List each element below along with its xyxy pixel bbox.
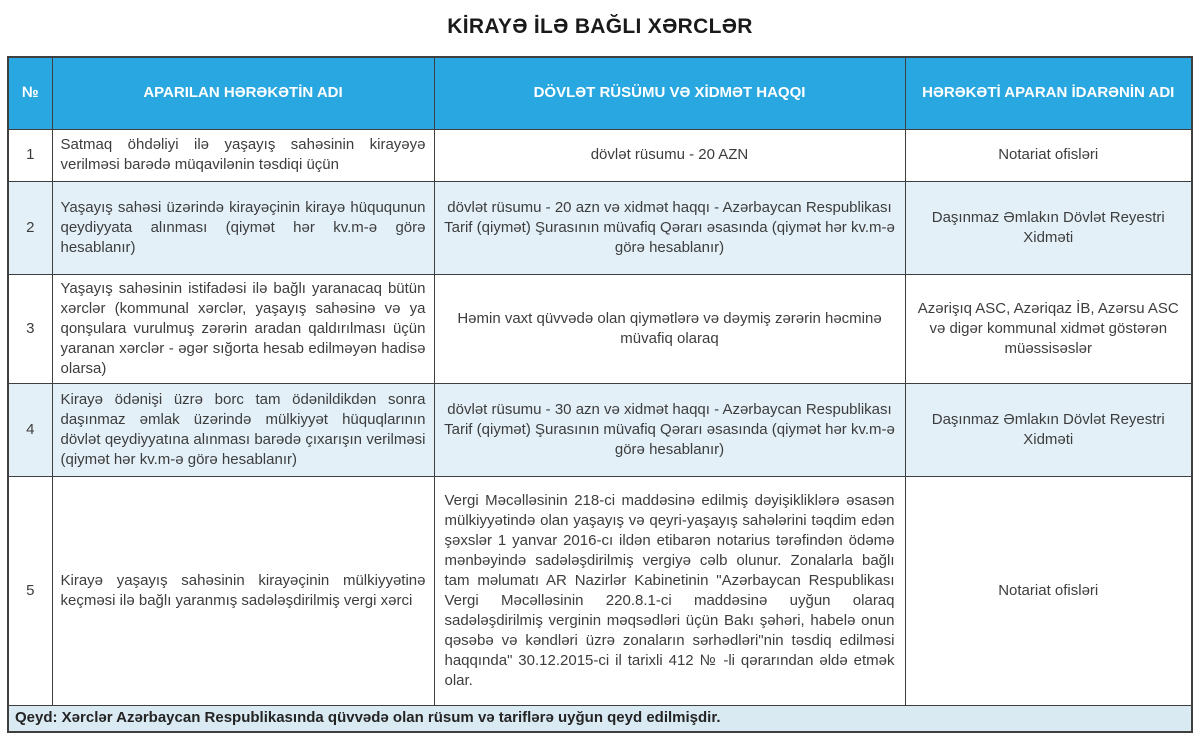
table-note: Qeyd: Xərclər Azərbaycan Respublikasında qüvvədə olan rüsum və tariflərə uyğun qeyd edilmişdir. — [8, 705, 1192, 732]
row-2-no: 2 — [8, 181, 52, 274]
col-header-no: № — [8, 57, 52, 129]
row-5-agency: Notariat ofisləri — [905, 476, 1192, 705]
row-1-agency: Notariat ofisləri — [905, 129, 1192, 181]
row-3-action: Yaşayış sahəsinin istifadəsi ilə bağlı yaranacaq bütün xərclər (kommunal xərclər, yaşayış sahəsinə və ya qonşulara vurulmuş zərərin aradan qaldırılması üçün yaranan xərclər - əgər sığorta hesab edilməyən hadisə olarsa) — [52, 274, 434, 383]
row-4-action: Kirayə ödənişi üzrə borc tam ödənildikdən sonra daşınmaz əmlak üzərində mülkiyyət hüquqlarının dövlət qeydiyyatına alınması barədə çıxarışın verilməsi (qiymət hər kv.m-ə görə hesablanır) — [52, 383, 434, 476]
note-row — [8, 705, 1192, 732]
row-4-fee: dövlət rüsumu - 30 azn və xidmət haqqı - Azərbaycan Respublikası Tarif (qiymət) Şurasının müvafiq Qərarı əsasında (qiymət hər kv.m-ə görə hesablanır) — [434, 383, 905, 476]
row-5-fee: Vergi Məcəlləsinin 218-ci maddəsinə edilmiş dəyişikliklərə əsasən mülkiyyətində olan yaşayış və qeyri-yaşayış sahələrini təqdim edən şəxslər 1 yanvar 2016-cı ildən etibarən notarius tərəfindən ödəmə mənbəyində sadələşdirilmiş vergiyə cəlb olunur. Zonalarla bağlı tam məlumatı AR Nazirlər Kabinetinin "Azərbaycan Respublikası Vergi Məcəlləsinin 220.8.1-ci maddəsinə uyğun olaraq sadələşdirilmiş verginin məqsədləri üçün Bakı şəhəri, habelə onun qəsəbə və kəndləri üzrə zonaların sərhədləri"nin təsdiq edilməsi haqqında" 30.12.2015-ci il tarixli 412 № -li qərarından əldə etmək olar. — [434, 476, 905, 705]
row-3-fee: Həmin vaxt qüvvədə olan qiymətlərə və dəymiş zərərin həcminə müvafiq olaraq — [434, 274, 905, 383]
row-1-no: 1 — [8, 129, 52, 181]
expenses-table — [7, 56, 1193, 733]
row-2-agency: Daşınmaz Əmlakın Dövlət Reyestri Xidməti — [905, 181, 1192, 274]
table-row-5 — [8, 476, 1192, 705]
table-row-1 — [8, 129, 1192, 181]
col-header-action: APARILAN HƏRƏKƏTİN ADI — [52, 57, 434, 129]
row-2-fee: dövlət rüsumu - 20 azn və xidmət haqqı - Azərbaycan Respublikası Tarif (qiymət) Şurasının müvafiq Qərarı əsasında (qiymət hər kv.m-ə görə hesablanır) — [434, 181, 905, 274]
row-1-fee: dövlət rüsumu - 20 AZN — [434, 129, 905, 181]
row-5-action: Kirayə yaşayış sahəsinin kirayəçinin mülkiyyətinə keçməsi ilə bağlı yaranmış sadələşdirilmiş vergi xərci — [52, 476, 434, 705]
header-row — [8, 57, 1192, 129]
table-row-2 — [8, 181, 1192, 274]
row-4-agency: Daşınmaz Əmlakın Dövlət Reyestri Xidməti — [905, 383, 1192, 476]
table-row-3 — [8, 274, 1192, 383]
col-header-fee: DÖVLƏT RÜSÜMU VƏ XİDMƏT HAQQI — [434, 57, 905, 129]
table-row-4 — [8, 383, 1192, 476]
page-title: KİRAYƏ İLƏ BAĞLI XƏRCLƏR — [447, 15, 753, 38]
row-3-no: 3 — [8, 274, 52, 383]
row-3-agency: Azərişıq ASC, Azəriqaz İB, Azərsu ASC və digər kommunal xidmət göstərən müəssisəslər — [905, 274, 1192, 383]
col-header-agency: HƏRƏKƏTİ APARAN İDARƏNİN ADI — [905, 57, 1192, 129]
row-5-no: 5 — [8, 476, 52, 705]
row-1-action: Satmaq öhdəliyi ilə yaşayış sahəsinin kirayəyə verilməsi barədə müqavilənin təsdiqi üçün — [52, 129, 434, 181]
row-2-action: Yaşayış sahəsi üzərində kirayəçinin kirayə hüququnun qeydiyyata alınması (qiymət hər kv.m-ə görə hesablanır) — [52, 181, 434, 274]
row-4-no: 4 — [8, 383, 52, 476]
